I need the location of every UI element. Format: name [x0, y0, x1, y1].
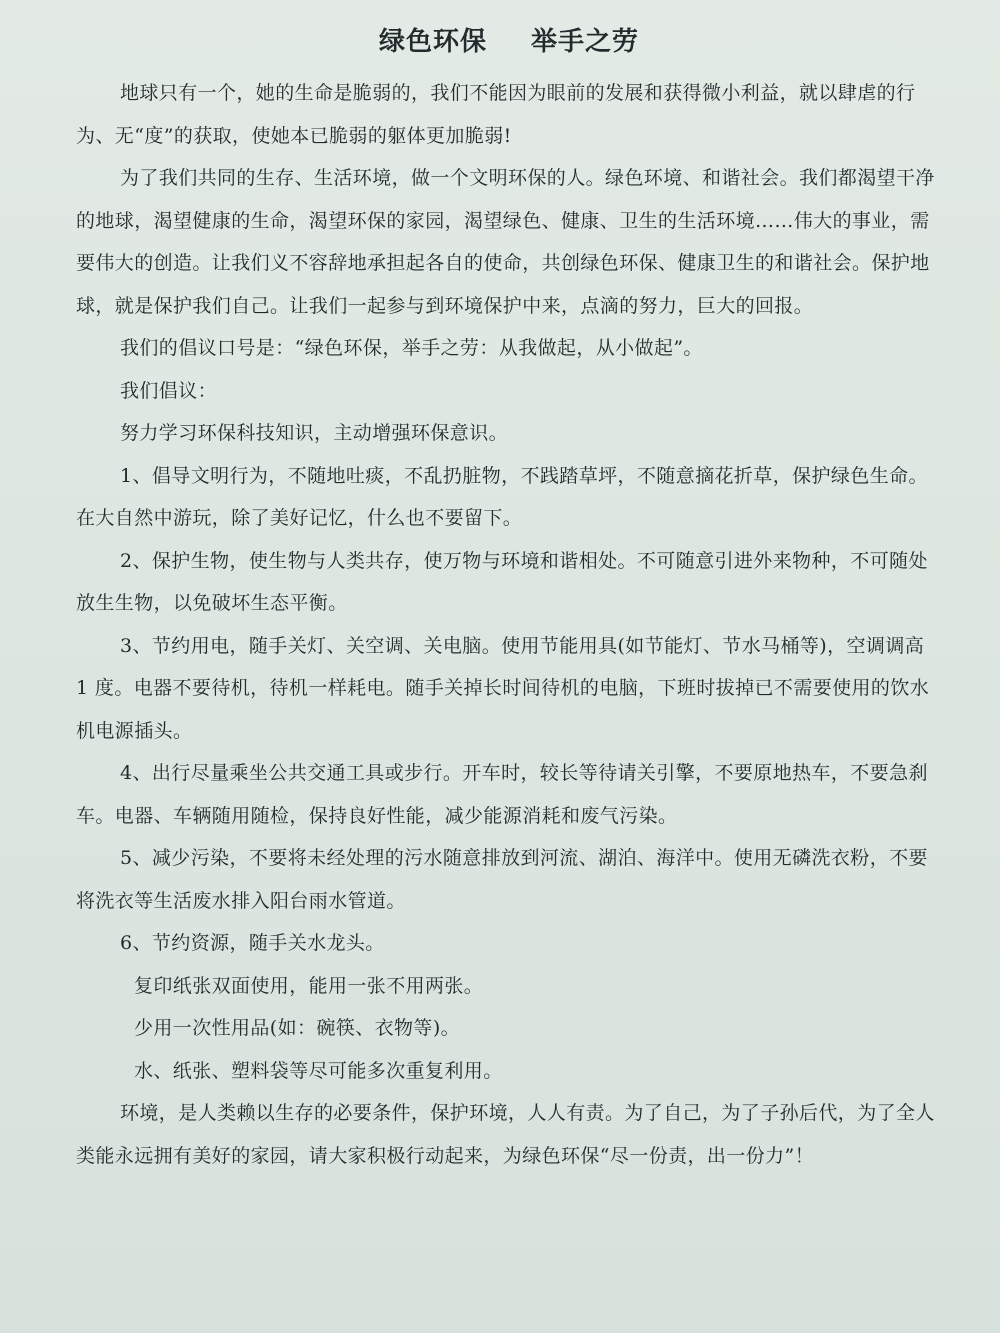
paragraph-study: 努力学习环保科技知识，主动增强环保意识。: [120, 422, 509, 444]
proposal-item-4: 4、出行尽量乘坐公共交通工具或步行。开车时，较长等待请关引擎，不要原地热车，不要急刹车。电器、车辆随用随检，保持良好性能，减少能源消耗和废气污染。: [76, 762, 928, 827]
resource-sub-item-3: 水、纸张、塑料袋等尽可能多次重复利用。: [134, 1059, 503, 1082]
resource-sub-item-2: 少用一次性用品(如：碗筷、衣物等)。: [134, 1017, 461, 1039]
proposal-item-2: 2、保护生物，使生物与人类共存，使万物与环境和谐相处。不可随意引进外来物种，不可随处放生生物，以免破坏生态平衡。: [76, 549, 928, 614]
document-title: [76, 22, 942, 62]
proposal-list: [76, 455, 942, 965]
proposal-item-6: 6、节约资源，随手关水龙头。: [120, 932, 385, 954]
paragraph-slogan: 我们的倡议口号是：“绿色环保，举手之劳：从我做起，从小做起”。: [120, 337, 703, 359]
title-part-2: 举手之劳: [531, 27, 640, 57]
proposal-item-5: 5、减少污染，不要将未经处理的污水随意排放到河流、湖泊、海洋中。使用无磷洗衣粉，不要将洗衣等生活废水排入阳台雨水管道。: [76, 847, 928, 912]
proposal-item-3: 3、节约用电，随手关灯、关空调、关电脑。使用节能用具(如节能灯、节水马桶等)，空调调高 1 度。电器不要待机，待机一样耗电。随手关掉长时间待机的电脑，下班时拔掉已不需要使用的饮水机电源插头。: [76, 634, 930, 742]
closing-paragraph: 环境，是人类赖以生存的必要条件，保护环境，人人有责。为了自己，为了子孙后代，为了全人类能永远拥有美好的家园，请大家积极行动起来，为绿色环保“尽一份责，出一份力”！: [76, 1102, 935, 1167]
resource-sub-item-1: 复印纸张双面使用，能用一张不用两张。: [134, 974, 484, 997]
paragraph-proposal-intro: 我们倡议：: [120, 379, 218, 402]
paragraph-environment: 为了我们共同的生存、生活环境，做一个文明环保的人。绿色环境、和谐社会。我们都渴望干净的地球，渴望健康的生命，渴望环保的家园，渴望绿色、健康、卫生的生活环境……伟大的事业，需要伟大的创造。让我们义不容辞地承担起各自的使命，共创绿色环保、健康卫生的和谐社会。保护地球，就是保护我们自己。让我们一起参与到环境保护中来，点滴的努力，巨大的回报。: [76, 167, 935, 317]
title-part-1: 绿色环保: [378, 27, 487, 57]
proposal-item-1: 1、倡导文明行为，不随地吐痰，不乱扔脏物，不践踏草坪，不随意摘花折草，保护绿色生命。在大自然中游玩，除了美好记忆，什么也不要留下。: [76, 464, 928, 529]
paragraph-earth: 地球只有一个，她的生命是脆弱的，我们不能因为眼前的发展和获得微小利益，就以肆虐的行为、无“度”的获取，使她本已脆弱的躯体更加脆弱!: [76, 82, 916, 147]
resource-sub-list: [76, 965, 942, 1093]
